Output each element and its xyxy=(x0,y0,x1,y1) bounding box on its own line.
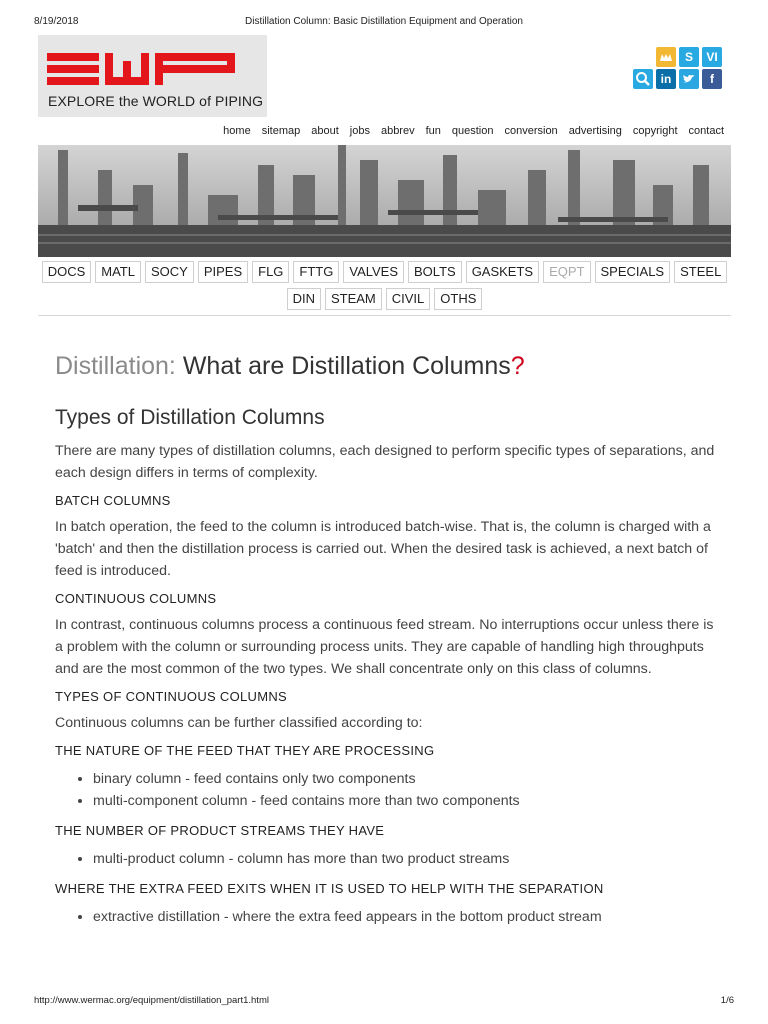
nav-jobs[interactable]: jobs xyxy=(349,125,370,137)
section-heading: Types of Distillation Columns xyxy=(55,406,325,429)
nav-conversion[interactable]: conversion xyxy=(504,125,558,137)
cat-socy[interactable]: SOCY xyxy=(145,261,194,283)
batch-paragraph: In batch operation, the feed to the column is introduced batch-wise. That is, the column is charged with a 'batch' and then the distillation process is carried out. When the desired task is achieved, a next batch of feed is introduced. xyxy=(55,519,711,579)
print-url: http://www.wermac.org/equipment/distillation_part1.html xyxy=(34,995,269,1006)
cat-steel[interactable]: STEEL xyxy=(674,261,727,283)
top-nav xyxy=(223,125,724,137)
category-nav-row1 xyxy=(38,261,731,283)
types-paragraph: Continuous columns can be further classified according to: xyxy=(55,715,423,731)
logo-tagline: EXPLORE the WORLD of PIPING xyxy=(48,93,264,109)
vi-icon[interactable]: VI xyxy=(702,47,722,67)
feed-heading: THE NATURE OF THE FEED THAT THEY ARE PROCESSING xyxy=(55,743,435,758)
streams-list xyxy=(55,848,715,870)
page-title xyxy=(55,350,715,382)
category-nav-row2 xyxy=(38,288,731,310)
twitter-icon[interactable] xyxy=(679,69,699,89)
nav-advertising[interactable]: advertising xyxy=(568,125,622,137)
cat-fttg[interactable]: FTTG xyxy=(293,261,339,283)
cat-specials[interactable]: SPECIALS xyxy=(595,261,671,283)
extra-feed-list xyxy=(55,906,715,928)
nav-copyright[interactable]: copyright xyxy=(632,125,678,137)
nav-sitemap[interactable]: sitemap xyxy=(261,125,301,137)
refinery-banner-image xyxy=(38,145,731,257)
nav-contact[interactable]: contact xyxy=(688,125,724,137)
nav-abbrev[interactable]: abbrev xyxy=(380,125,415,137)
streams-heading: THE NUMBER OF PRODUCT STREAMS THEY HAVE xyxy=(55,823,385,838)
title-main: What are Distillation Columns xyxy=(182,352,511,380)
nav-question[interactable]: question xyxy=(451,125,494,137)
cat-docs[interactable]: DOCS xyxy=(42,261,92,283)
cat-gaskets[interactable]: GASKETS xyxy=(466,261,539,283)
types-heading: TYPES OF CONTINUOUS COLUMNS xyxy=(55,689,288,704)
linkedin-icon[interactable]: in xyxy=(656,69,676,89)
site-logo[interactable] xyxy=(38,35,267,117)
list-item: • multi-component column - feed contains more than two components xyxy=(93,790,715,812)
list-item: • multi-product column - column has more than two product streams xyxy=(93,848,715,870)
cat-din[interactable]: DIN xyxy=(287,288,321,310)
cat-steam[interactable]: STEAM xyxy=(325,288,382,310)
cat-oths[interactable]: OTHS xyxy=(434,288,482,310)
facebook-icon[interactable]: f xyxy=(702,69,722,89)
list-item: • extractive distillation - where the extra feed appears in the bottom product stream xyxy=(93,906,715,928)
article xyxy=(55,350,715,938)
extra-feed-heading: WHERE THE EXTRA FEED EXITS WHEN IT IS USED TO HELP WITH THE SEPARATION xyxy=(55,881,604,896)
feed-list xyxy=(55,768,715,812)
cat-civil[interactable]: CIVIL xyxy=(386,288,431,310)
s-icon[interactable]: S xyxy=(679,47,699,67)
cat-bolts[interactable]: BOLTS xyxy=(408,261,462,283)
print-page-number: 1/6 xyxy=(720,995,734,1006)
continuous-heading: CONTINUOUS COLUMNS xyxy=(55,591,217,606)
cat-valves[interactable]: VALVES xyxy=(343,261,404,283)
continuous-paragraph: In contrast, continuous columns process a continuous feed stream. No interruptions occur unless there is a problem with the column or surrounding process units. They are capable of handling high throughputs and are the most common of the two types. We shall concentrate only on this class of columns. xyxy=(55,617,714,677)
divider xyxy=(38,315,731,316)
search-icon[interactable] xyxy=(633,69,653,89)
print-date: 8/19/2018 xyxy=(34,16,79,27)
title-question-mark: ? xyxy=(510,352,525,380)
title-prefix: Distillation: xyxy=(55,352,176,380)
nav-home[interactable]: home xyxy=(223,125,251,137)
nav-fun[interactable]: fun xyxy=(425,125,441,137)
list-item: • binary column - feed contains only two components xyxy=(93,768,715,790)
cat-eqpt[interactable]: EQPT xyxy=(543,261,590,283)
batch-heading: BATCH COLUMNS xyxy=(55,493,171,508)
nav-about[interactable]: about xyxy=(311,125,339,137)
cat-matl[interactable]: MATL xyxy=(95,261,141,283)
cat-flg[interactable]: FLG xyxy=(252,261,289,283)
print-title: Distillation Column: Basic Distillation Equipment and Operation xyxy=(245,16,523,27)
cat-pipes[interactable]: PIPES xyxy=(198,261,248,283)
intro-paragraph: There are many types of distillation columns, each designed to perform specific types of separations, and each design differs in terms of complexity. xyxy=(55,443,715,481)
shop-icon[interactable] xyxy=(656,47,676,67)
